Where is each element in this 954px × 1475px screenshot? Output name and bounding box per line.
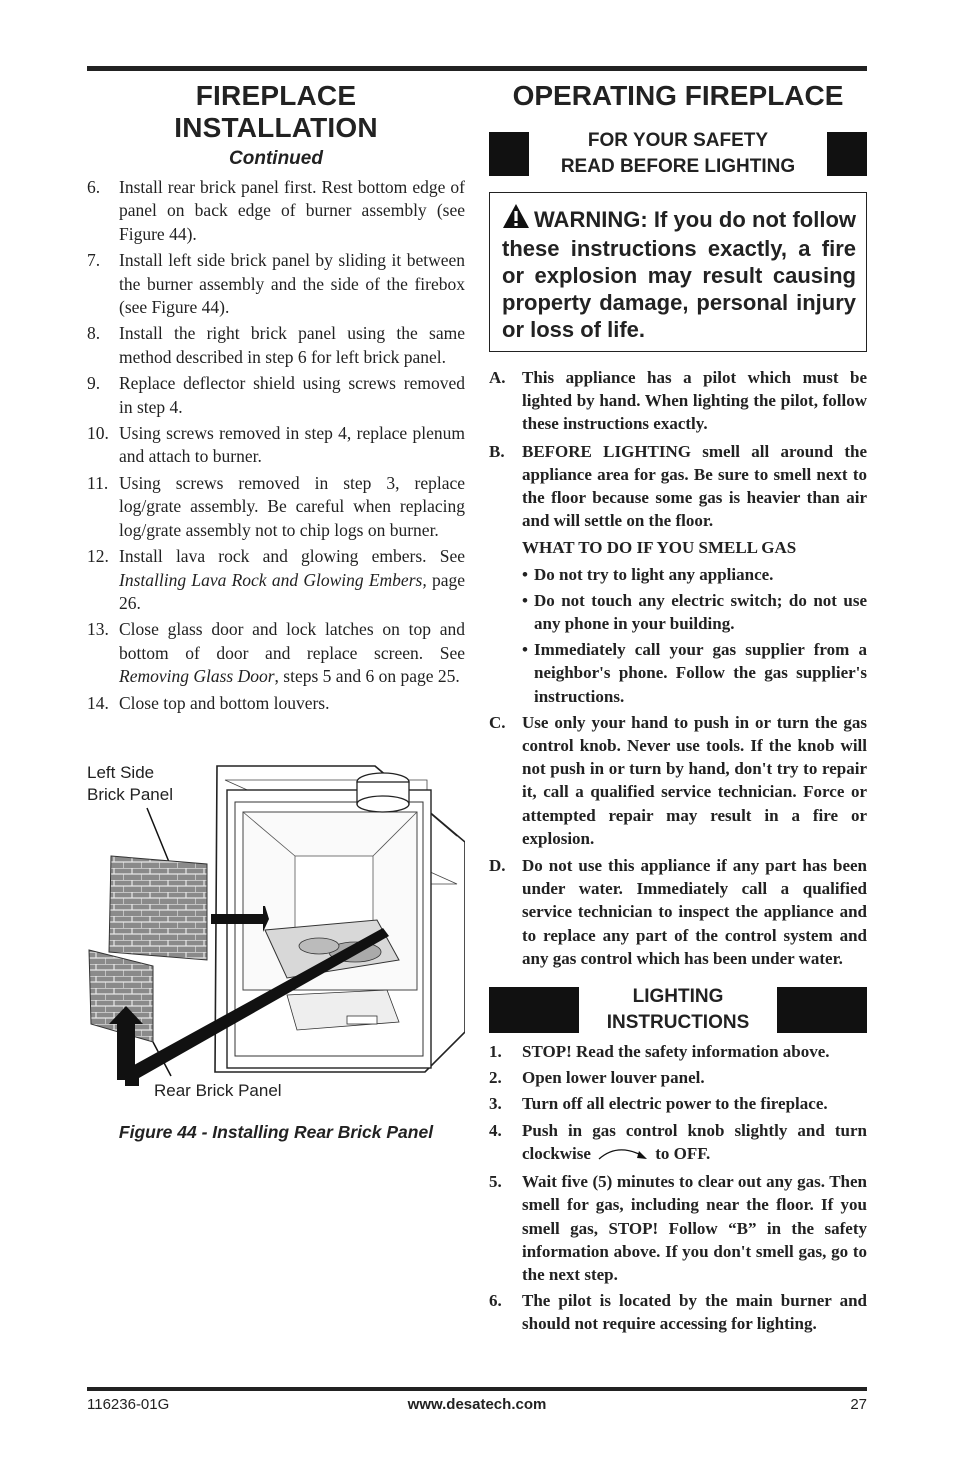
step-item: 7. Install left side brick panel by sliding it between the burner assembly and the side of the firebox (see Figure 44). bbox=[87, 250, 465, 318]
lighting-header-bar bbox=[489, 984, 867, 1036]
doc-number: 116236-01G bbox=[87, 1396, 170, 1413]
step-item: 6. Install rear brick panel first. Rest bottom edge of panel on back edge of burner assembly (see Figure 44). bbox=[87, 177, 465, 244]
label-rear-brick-panel: Rear Brick Panel bbox=[154, 1081, 282, 1100]
bar-block-left bbox=[489, 132, 529, 176]
safety-item: C. Use only your hand to push in or turn the gas control knob. Never use tools. If the knob will not push in or turn by hand, don't try to repair it, call a qualified service technician. Force or attempted repair may result in a fire or explosion. bbox=[489, 712, 867, 848]
step-item: 9. Replace deflector shield using screws removed in step 4. bbox=[87, 373, 465, 417]
page-number: 27 bbox=[850, 1396, 867, 1413]
step-item: 11. Using screws removed in step 3, replace log/grate assembly. Be careful when replacing log/grate assembly not to chip logs on burner. bbox=[87, 472, 465, 540]
bar-block-right bbox=[827, 132, 867, 176]
step-item: 14. Close top and bottom louvers. bbox=[87, 692, 330, 713]
step-item: 10. Using screws removed in step 4, replace plenum and attach to burner. bbox=[87, 423, 465, 467]
step-item: 13. Close glass door and lock latches on top and bottom of door and replace screen. See Removing Glass Door, steps 5 and 6 on page 25. bbox=[87, 619, 465, 687]
bullet-item: • Do not touch any electric switch; do not use any phone in your building. bbox=[522, 590, 867, 634]
lighting-step: 3. Turn off all electric power to the fireplace. bbox=[489, 1094, 828, 1114]
install-steps bbox=[87, 176, 465, 715]
lighting-bar-line1: LIGHTING bbox=[632, 986, 724, 1008]
step-item: 12. Install lava rock and glowing embers. See Installing Lava Rock and Glowing Embers, page 26. bbox=[87, 546, 465, 613]
website-link[interactable]: www.desatech.com bbox=[407, 1396, 547, 1413]
safety-header-bar bbox=[489, 128, 867, 180]
safety-item: D. Do not use this appliance if any part has been under water. Immediately call a qualified service technician to inspect the appliance and to replace any part of the control system and any gas control which has been under water. bbox=[489, 856, 867, 968]
lighting-step: 5. Wait five (5) minutes to clear out any gas. Then smell for gas, including near the floor. If you smell gas, STOP! Follow “B” in the safety information above. If you don't smell gas, go to the next step. bbox=[489, 1172, 867, 1284]
bullet-item: • Do not try to light any appliance. bbox=[522, 564, 774, 584]
warning-text: WARNING: If you do not follow these instructions exactly, a fire or explosion may result causing property damage, personal injury or loss of life. bbox=[502, 207, 856, 342]
step-item: 8. Install the right brick panel using the same method described in step 6 for left brick panel. bbox=[87, 323, 465, 367]
operating-title: OPERATING FIREPLACE bbox=[512, 80, 844, 111]
warning-triangle-icon bbox=[502, 203, 530, 235]
lighting-step: 6. The pilot is located by the main burner and should not require accessing for lighting. bbox=[489, 1291, 867, 1334]
lighting-step: 2. Open lower louver panel. bbox=[489, 1068, 705, 1088]
page-footer bbox=[87, 1396, 867, 1418]
safety-bar-line1: FOR YOUR SAFETY bbox=[587, 130, 769, 151]
left-column bbox=[87, 80, 465, 718]
bar-block-left bbox=[489, 987, 579, 1033]
lighting-step: 1. STOP! Read the safety information above. bbox=[489, 1042, 830, 1062]
safety-bar-line2: READ BEFORE LIGHTING bbox=[560, 156, 796, 177]
safety-items-2 bbox=[489, 711, 867, 970]
section-title-line2: INSTALLATION bbox=[174, 112, 378, 143]
figure-caption: Figure 44 - Installing Rear Brick Panel bbox=[118, 1122, 434, 1142]
what-to-do-heading: WHAT TO DO IF YOU SMELL GAS bbox=[522, 538, 797, 558]
right-column bbox=[489, 80, 867, 1339]
bullet-item: • Immediately call your gas supplier from a neighbor's phone. Follow the gas supplier's instructions. bbox=[522, 640, 867, 706]
safety-item: A. This appliance has a pilot which must be lighted by hand. When lighting the pilot, follow these instructions exactly. bbox=[489, 368, 867, 434]
safety-item: B. BEFORE LIGHTING smell all around the appliance area for gas. Be sure to smell next to the floor because some gas is heavier than air and will settle on the floor. bbox=[489, 441, 867, 531]
bar-block-right bbox=[777, 987, 867, 1033]
figure-44 bbox=[87, 760, 465, 1110]
top-rule bbox=[87, 66, 867, 71]
label-left-side-2: Brick Panel bbox=[87, 785, 173, 804]
section-subtitle: Continued bbox=[229, 148, 323, 169]
lighting-steps bbox=[489, 1040, 867, 1335]
lighting-bar-line2: INSTRUCTIONS bbox=[606, 1012, 750, 1034]
section-title-line1: FIREPLACE bbox=[195, 80, 357, 111]
clockwise-arrow-icon bbox=[595, 1144, 651, 1167]
bottom-rule bbox=[87, 1387, 867, 1391]
label-left-side-1: Left Side bbox=[87, 763, 155, 782]
fireplace-illustration bbox=[87, 760, 465, 1110]
lighting-step: 4. Push in gas control knob slightly and turn clockwise to OFF. bbox=[489, 1119, 867, 1167]
safety-items bbox=[489, 366, 867, 532]
warning-box bbox=[489, 192, 867, 352]
